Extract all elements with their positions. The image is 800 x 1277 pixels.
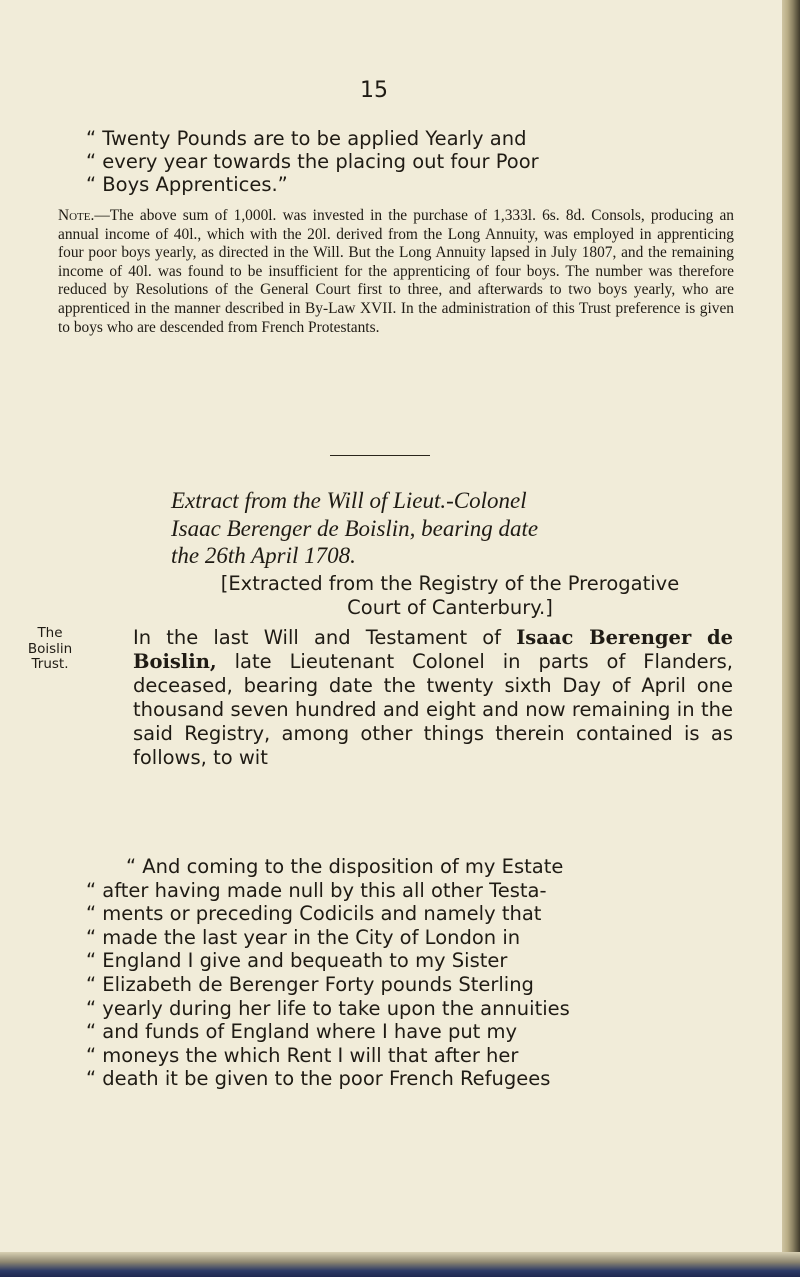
registry-note-line: Court of Canterbury.] — [347, 596, 553, 619]
will-quote-line: “ after having made null by this all other Testa- — [86, 878, 547, 902]
opening-quote-line: “ every year towards the placing out four Poor — [86, 150, 539, 173]
will-quote-line: “ Elizabeth de Berenger Forty pounds Sterling — [86, 972, 534, 996]
will-quote-line: “ moneys the which Rent I will that after her — [86, 1043, 519, 1067]
will-quote-line: “ yearly during her life to take upon the annuities — [86, 996, 570, 1020]
opening-quote-line: “ Boys Apprentices.” — [86, 173, 288, 196]
will-lead: In the last Will and Testament of — [133, 626, 517, 649]
will-quote — [86, 855, 736, 1091]
opening-quote-line: “ Twenty Pounds are to be applied Yearly and — [86, 127, 527, 150]
margin-note-line: Trust. — [31, 656, 69, 672]
testator-name: Isaac Berenger de Boislin, — [133, 626, 733, 673]
registry-note — [170, 572, 730, 620]
margin-note-line: Boislin — [27, 640, 73, 657]
note-label: Note. — [58, 207, 95, 224]
will-quote-line: “ And coming to the disposition of my Estate — [126, 855, 564, 878]
note-paragraph — [58, 207, 734, 337]
opening-quote — [86, 127, 726, 196]
extract-title-line: the 26th April 1708. — [171, 543, 356, 568]
book-edge — [782, 0, 800, 1277]
book-bottom-edge — [0, 1252, 800, 1277]
extract-title — [171, 487, 761, 570]
section-divider — [330, 455, 430, 456]
will-quote-line: “ death it be given to the poor French Refugees — [86, 1067, 551, 1091]
will-text: late Lieutenant Colonel in parts of Flanders, deceased, bearing date the twenty sixth Day of April one thousand seven hundred and eight and now remaining in the said Registry, among other things therein contained is as follows, to wit — [133, 650, 733, 769]
margin-note-line: The — [37, 625, 63, 641]
extract-title-line: Extract from the Will of Lieut.-Colonel — [171, 488, 527, 513]
will-quote-line: “ England I give and bequeath to my Sister — [86, 949, 508, 973]
margin-note — [24, 626, 76, 673]
page-number: 15 — [360, 78, 388, 103]
registry-note-line: [Extracted from the Registry of the Prerogative — [220, 572, 680, 595]
note-text: —The above sum of 1,000l. was invested in the purchase of 1,333l. 6s. 8d. Consols, producing an annual income of 40l., which with the 20l. derived from the Long Annuity, was employed in apprenticing four poor boys yearly, as directed in the Will. But the Long Annuity lapsed in July 1807, and the remaining income of 40l. was found to be insufficient for the apprenticing of four boys. The number was therefore reduced by Resolutions of the General Court first to three, and afterwards to two boys yearly, who are apprenticed in the manner described in By-Law XVII. In the administration of this Trust preference is given to boys who are descended from French Protestants. — [58, 207, 734, 336]
will-quote-line: “ and funds of England where I have put my — [86, 1020, 518, 1044]
will-quote-line: “ made the last year in the City of London in — [86, 925, 521, 949]
will-quote-line: “ ments or preceding Codicils and namely that — [86, 902, 542, 926]
will-paragraph — [133, 626, 733, 770]
extract-title-line: Isaac Berenger de Boislin, bearing date — [171, 515, 539, 541]
